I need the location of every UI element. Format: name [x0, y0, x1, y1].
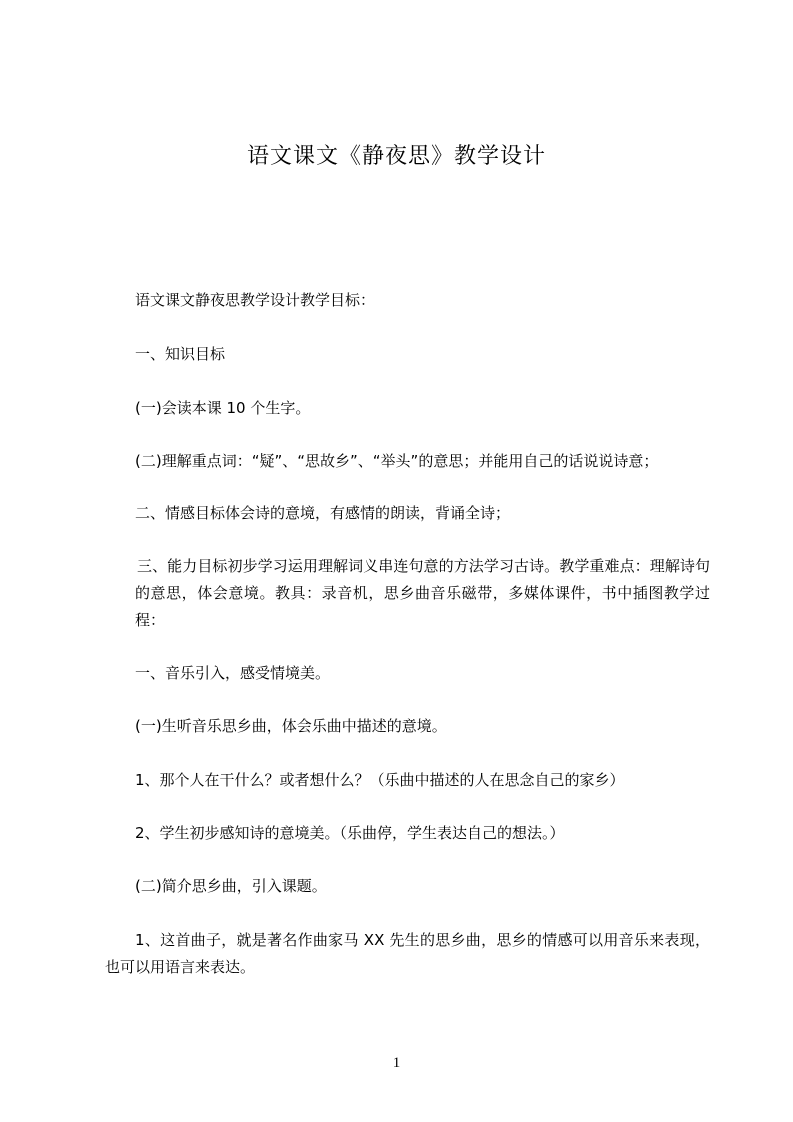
paragraph-question-2: 2、学生初步感知诗的意境美。（乐曲停，学生表达自己的想法。）	[135, 824, 565, 842]
paragraph-music-intro: 一、音乐引入，感受情境美。	[135, 664, 331, 682]
paragraph-read-characters: (一)会读本课 10 个生字。	[135, 399, 311, 417]
document-title: 语文课文《静夜思》教学设计	[246, 144, 546, 169]
paragraph-ability-goal: 三、能力目标初步学习运用理解词义串连句意的方法学习古诗。教学重难点：理解诗句的意思，体会意境。教具：录音机，思乡曲音乐磁带，多媒体课件，书中插图教学过程：	[135, 557, 710, 629]
page-number: 1	[392, 1055, 401, 1071]
paragraph-knowledge-goal: 一、知识目标	[135, 345, 226, 363]
paragraph-intro-song: (二)简介思乡曲，引入课题。	[135, 877, 327, 895]
paragraph-song-description: 1、这首曲子，就是著名作曲家马 XX 先生的思乡曲，思乡的情感可以用音乐来表现，也可以用语言来表达。	[105, 931, 710, 976]
paragraph-emotion-goal: 二、情感目标体会诗的意境，有感情的朗读，背诵全诗；	[135, 504, 511, 522]
paragraph-question-1: 1、那个人在干什么？或者想什么？（乐曲中描述的人在思念自己的家乡）	[135, 771, 625, 789]
paragraph-listen-music: (一)生听音乐思乡曲，体会乐曲中描述的意境。	[135, 717, 447, 735]
paragraph-objectives-intro: 语文课文静夜思教学设计教学目标：	[135, 291, 376, 309]
paragraph-key-words: (二)理解重点词：“疑”、“思故乡”、“举头”的意思；并能用自己的话说说诗意；	[135, 452, 659, 470]
